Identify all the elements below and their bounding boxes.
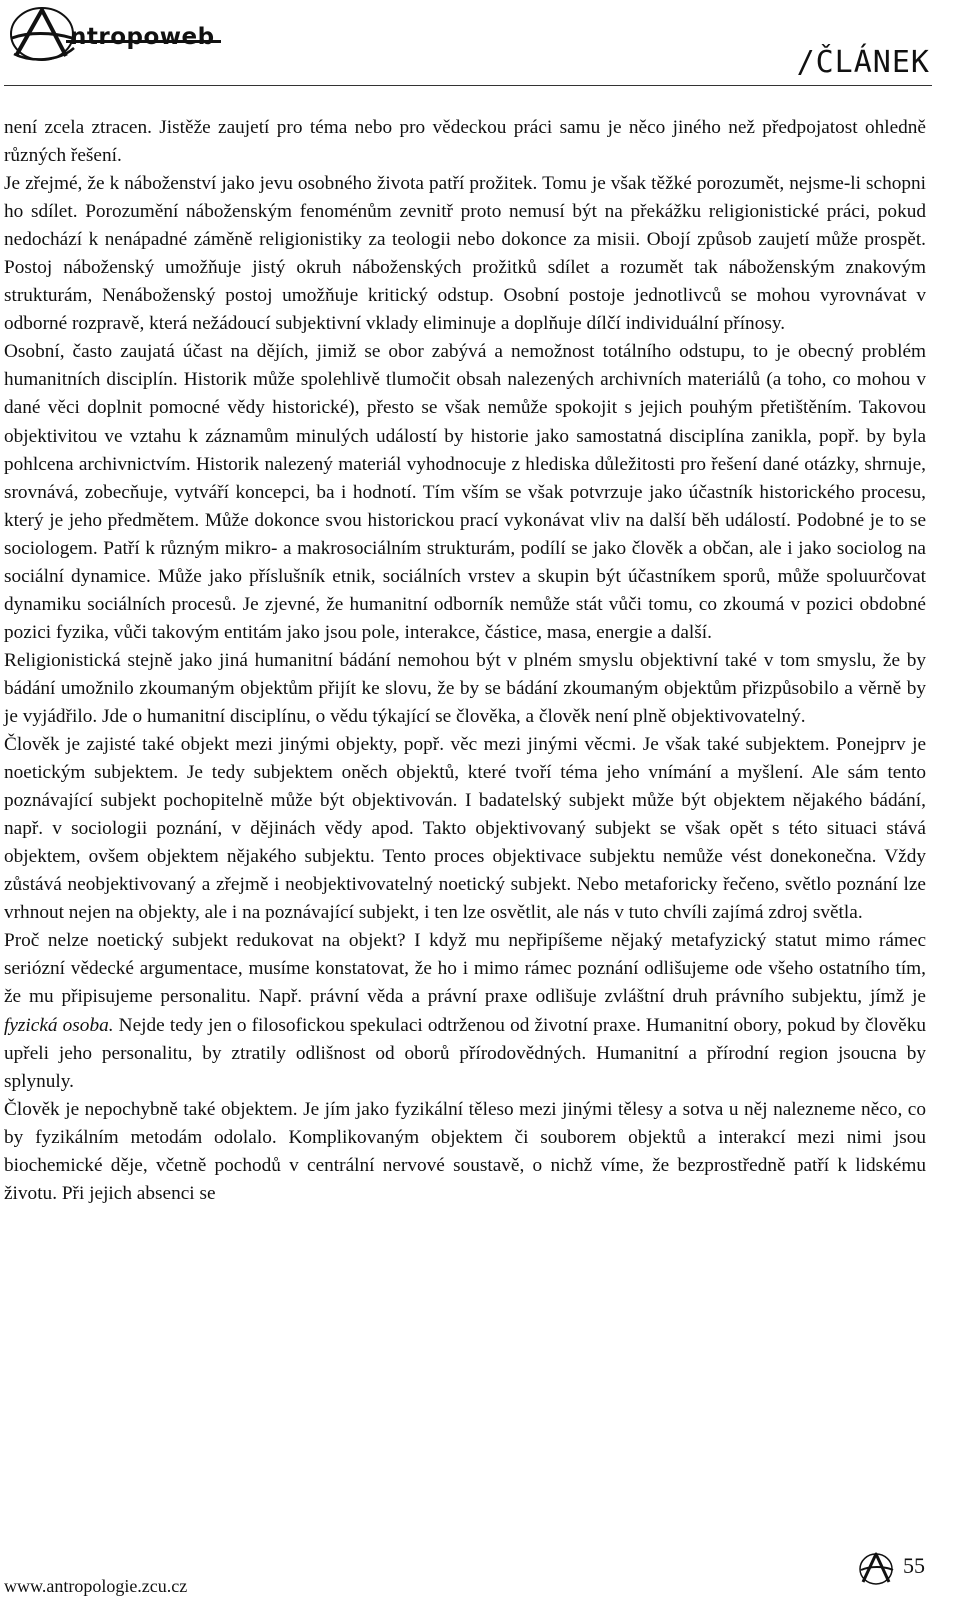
paragraph-text: Nejde tedy jen o filosofickou spekulaci odtrženou od životní praxe. Humanitní obory, pokud by člověku upřeli jeho personalitu, by ztratily odlišnost od oborů přírodovědných. Humanitní a přírodní region jsoucna by splynuly. bbox=[4, 1014, 926, 1092]
header-divider bbox=[4, 85, 932, 86]
footer-url: www.antropologie.zcu.cz bbox=[4, 1576, 188, 1596]
antropoweb-logo bbox=[8, 2, 238, 64]
logo-text: ntropoweb bbox=[70, 24, 215, 50]
section-label: /ČLÁNEK bbox=[796, 45, 930, 80]
paragraph-text: Proč nelze noetický subjekt redukovat na objekt? I když mu nepřipíšeme nějaký metafyzický statut mimo rámec seriózní vědecké argumentace, musíme konstatovat, že ho i mimo rámec poznání odlišujeme ode všeho ostatního tím, že mu připisujeme personalitu. Např. právní věda a právní praxe odlišuje zvláštní druh právního subjektu, jímž je bbox=[4, 930, 926, 1008]
page-number: 55 bbox=[903, 1553, 925, 1578]
italic-term: fyzická osoba. bbox=[4, 1014, 114, 1036]
paragraph: Osobní, často zaujatá účast na dějích, jimiž se obor zabývá a nemožnost totálního odstupu, to je obecný problém humanitních disciplín. Historik může spolehlivě tlumočit obsah nalezených archivních materiálů (a toho, co mohou v dané věci doplnit pomocné vědy historické), přesto se však nemůže spokojit s jejich pouhým přetištěním. Takovou objektivitou ve vztahu k záznamům minulých událostí by historie jako samostatná disciplína zanikla, popř. by byla pohlcena archivnictvím. Historik nalezený materiál vyhodnocuje z hlediska důležitosti pro řešení dané otázky, shrnuje, srovnává, zobecňuje, vytváří koncepci, ba i hodnotí. Tím vším se však potvrzuje jako účastník historického procesu, který je jeho předmětem. Může dokonce svou historickou prací vykonávat vliv na další běh událostí. Podobné je to se sociologem. Patří k různým mikro- a makrosociálním strukturám, podílí se jako člověk a občan, ale i jako sociolog na sociální dynamice. Může jako příslušník etnik, sociálních vrstev a skupin být účastníkem sporů, může spoluurčovat dynamiku sociálních procesů. Je zjevné, že humanitní odborník nemůže stát vůči tomu, co zkoumá v pozici obdobné pozici fyzika, vůči takovým entitám jako jsou pole, interakce, částice, masa, energie a další. bbox=[4, 341, 926, 643]
paragraph: Je zřejmé, že k náboženství jako jevu osobného života patří prožitek. Tomu je však těžké porozumět, nejsme-li schopni ho sdílet. Porozumění náboženským fenoménům zevnitř proto nemusí být na překážku religionistické práci, pokud nedochází k nenápadné záměně religionistiky za teologii nebo dokonce za misii. Obojí způsob zaujetí může prospět. Postoj náboženský umožňuje jistý okruh náboženských prožitků sdílet a rozumět tak náboženským znakovým strukturám, Nenáboženský postoj umožňuje kritický odstup. Osobní postoje jednotlivců se mohou vyrovnávat v odborné rozpravě, která nežádoucí subjektivní vklady eliminuje a doplňuje dílčí individuální přínosy. bbox=[4, 173, 926, 335]
page-header bbox=[0, 0, 960, 90]
paragraph: Člověk je nepochybně také objektem. Je jím jako fyzikální těleso mezi jinými tělesy a sotva u něj nalezneme něco, co by fyzikálním metodám odolalo. Komplikovaným objektem či souborem objektů a interakcí mezi nimi jsou biochemické děje, včetně pochodů v centrální nervové soustavě, o nichž víme, že bezprostředně patří k lidskému životu. Při jejich absenci se bbox=[4, 1098, 926, 1204]
paragraph: není zcela ztracen. Jistěže zaujetí pro téma nebo pro vědeckou práci samu je něco jiného než předpojatost ohledně různých řešení. bbox=[4, 117, 926, 167]
paragraph: Religionistická stejně jako jiná humanitní bádání nemohou být v plném smyslu objektivní také v tom smyslu, že by bádání umožnilo zkoumaným objektům přijít ke slovu, že by se bádání zkoumaným objektům přizpůsobilo a věrně by je vyjádřilo. Jde o humanitní disciplínu, o vědu týkající se člověka, a člověk není plně objektivovatelný. bbox=[4, 649, 926, 727]
footer-logo-icon bbox=[858, 1548, 896, 1588]
article-body bbox=[4, 114, 926, 1208]
paragraph: Člověk je zajisté také objekt mezi jinými objekty, popř. věc mezi jinými věcmi. Je však také subjektem. Ponejprv je noetickým subjektem. Je tedy subjektem oněch objektů, které tvoří téma jeho vnímání a myšlení. Ale sám tento poznávající subjekt pochopitelně může být objektivován. I badatelský subjekt může být objektem nějakého bádání, např. v sociologii poznání, v dějinách vědy apod. Takto objektivovaný subjekt se však opět s této situaci stává objektem, ovšem objektem nějakého subjektu. Tento proces objektivace subjektu nemůže vést donekonečna. Vždy zůstává neobjektivovaný a zřejmě i neobjektivovatelný noetický subjekt. Nebo metaforicky řečeno, světlo poznání lze vrhnout nejen na objekty, ale i na poznávající subjekt, i ten lze osvětlit, ale nás v tuto chvíli zajímá zdroj světla. bbox=[4, 734, 926, 924]
paragraph bbox=[4, 927, 926, 1095]
